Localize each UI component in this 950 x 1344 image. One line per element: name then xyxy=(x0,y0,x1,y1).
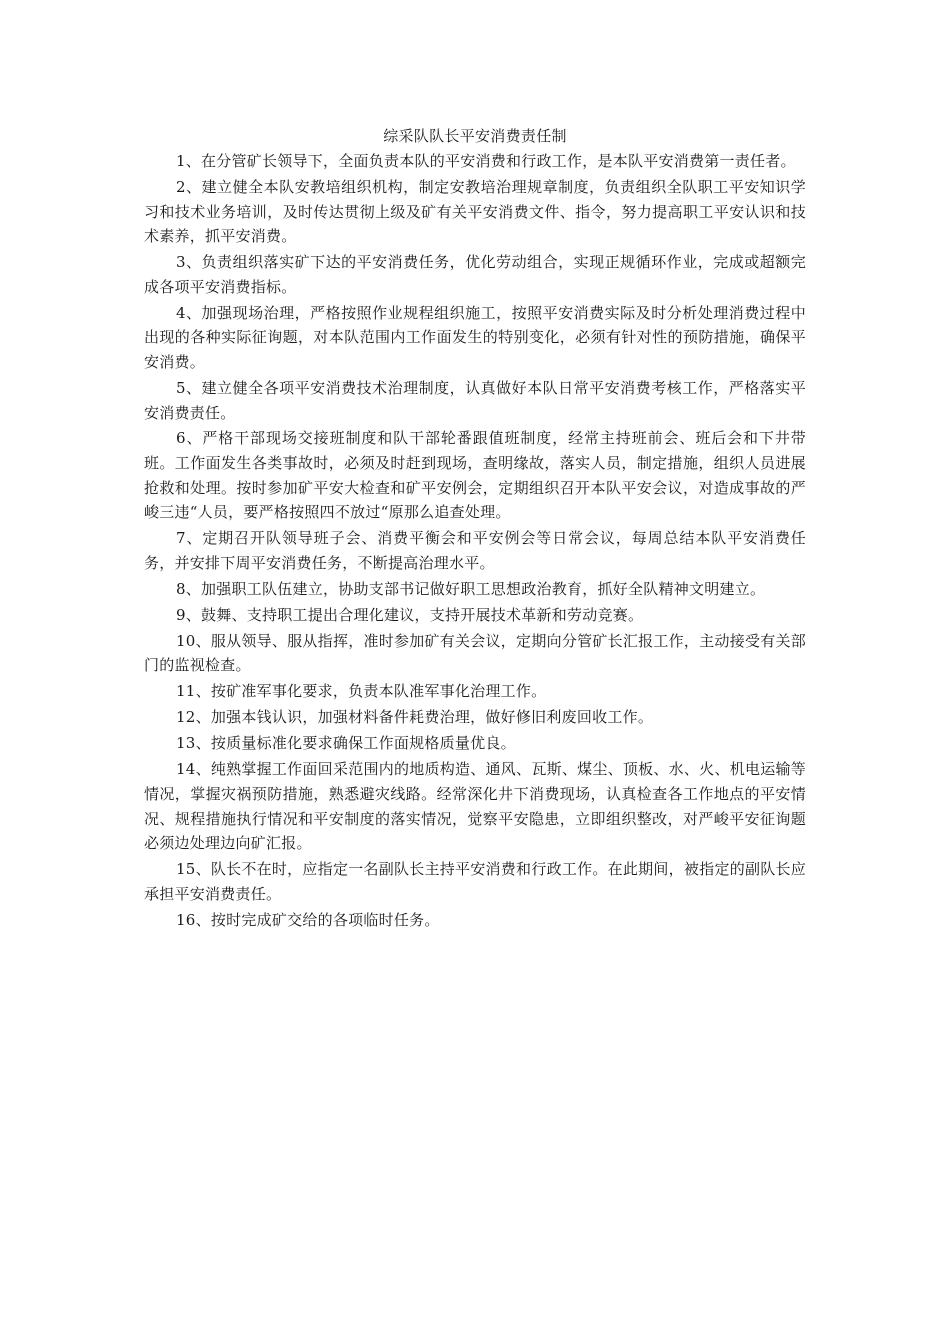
document-page xyxy=(144,124,806,934)
clause-5: 5、建立健全各项平安消费技术治理制度，认真做好本队日常平安消费考核工作，严格落实平安消费责任。 xyxy=(144,378,806,422)
clause-1: 1、在分管矿长领导下，全面负责本队的平安消费和行政工作，是本队平安消费第一责任者。 xyxy=(176,152,796,170)
clause-15: 15、队长不在时，应指定一名副队长主持平安消费和行政工作。在此期间，被指定的副队长应承担平安消费责任。 xyxy=(144,860,806,903)
clause-10: 10、服从领导、服从指挥，准时参加矿有关会议，定期向分管矿长汇报工作，主动接受有关部门的监视检查。 xyxy=(144,631,806,675)
clause-8: 8、加强职工队伍建立，协助支部书记做好职工思想政治教育，抓好全队精神文明建立。 xyxy=(176,579,766,598)
clause-7: 7、定期召开队领导班子会、消费平衡会和平安例会等日常会议，每周总结本队平安消费任务，并安排下周平安消费任务，不断提高治理水平。 xyxy=(144,529,806,572)
clause-4: 4、加强现场治理，严格按照作业规程组织施工，按照平安消费实际及时分析处理消费过程中出现的各种实际征询题，对本队范围内工作面发生的特别变化，必须有针对性的预防措施，确保平安消费。 xyxy=(144,303,806,371)
clause-6: 6、严格干部现场交接班制度和队干部轮番跟值班制度，经常主持班前会、班后会和下井带班。工作面发生各类事故时，必须及时赶到现场，查明缘故，落实人员，制定措施，组织人员进展抢救和处理。按时参加矿平安大检查和矿平安例会，定期组织召开本队平安会议，对造成事故的严峻三违“人员，要严格按照四不放过“原那么追查处理。 xyxy=(144,429,806,522)
clause-11: 11、按矿准军事化要求，负责本队准军事化治理工作。 xyxy=(176,682,547,701)
clause-3: 3、负责组织落实矿下达的平安消费任务，优化劳动组合，实现正规循环作业，完成或超额完成各项平安消费指标。 xyxy=(144,253,806,296)
document-title: 综采队队长平安消费责任制 xyxy=(383,127,567,145)
clause-16: 16、按时完成矿交给的各项临时任务。 xyxy=(176,910,440,929)
clause-2: 2、建立健全本队安教培组织机构，制定安教培治理规章制度，负责组织全队职工平安知识学习和技术业务培训，及时传达贯彻上级及矿有关平安消费文件、指令，努力提高职工平安认识和技术素养，抓平安消费。 xyxy=(144,177,806,246)
clause-12: 12、加强本钱认识，加强材料备件耗费治理，做好修旧利废回收工作。 xyxy=(176,708,654,727)
clause-13: 13、按质量标准化要求确保工作面规格质量优良。 xyxy=(176,734,516,753)
clause-14: 14、纯熟掌握工作面回采范围内的地质构造、通风、瓦斯、煤尘、顶板、水、火、机电运输等情况，掌握灾祸预防措施，熟悉避灾线路。经常深化井下消费现场，认真检查各工作地点的平安情况、规程措施执行情况和平安制度的落实情况，觉察平安隐患，立即组织整改，对严峻平安征询题必须边处理边向矿汇报。 xyxy=(144,760,806,853)
clause-9: 9、鼓舞、支持职工提出合理化建议，支持开展技术革新和劳动竞赛。 xyxy=(176,605,644,624)
